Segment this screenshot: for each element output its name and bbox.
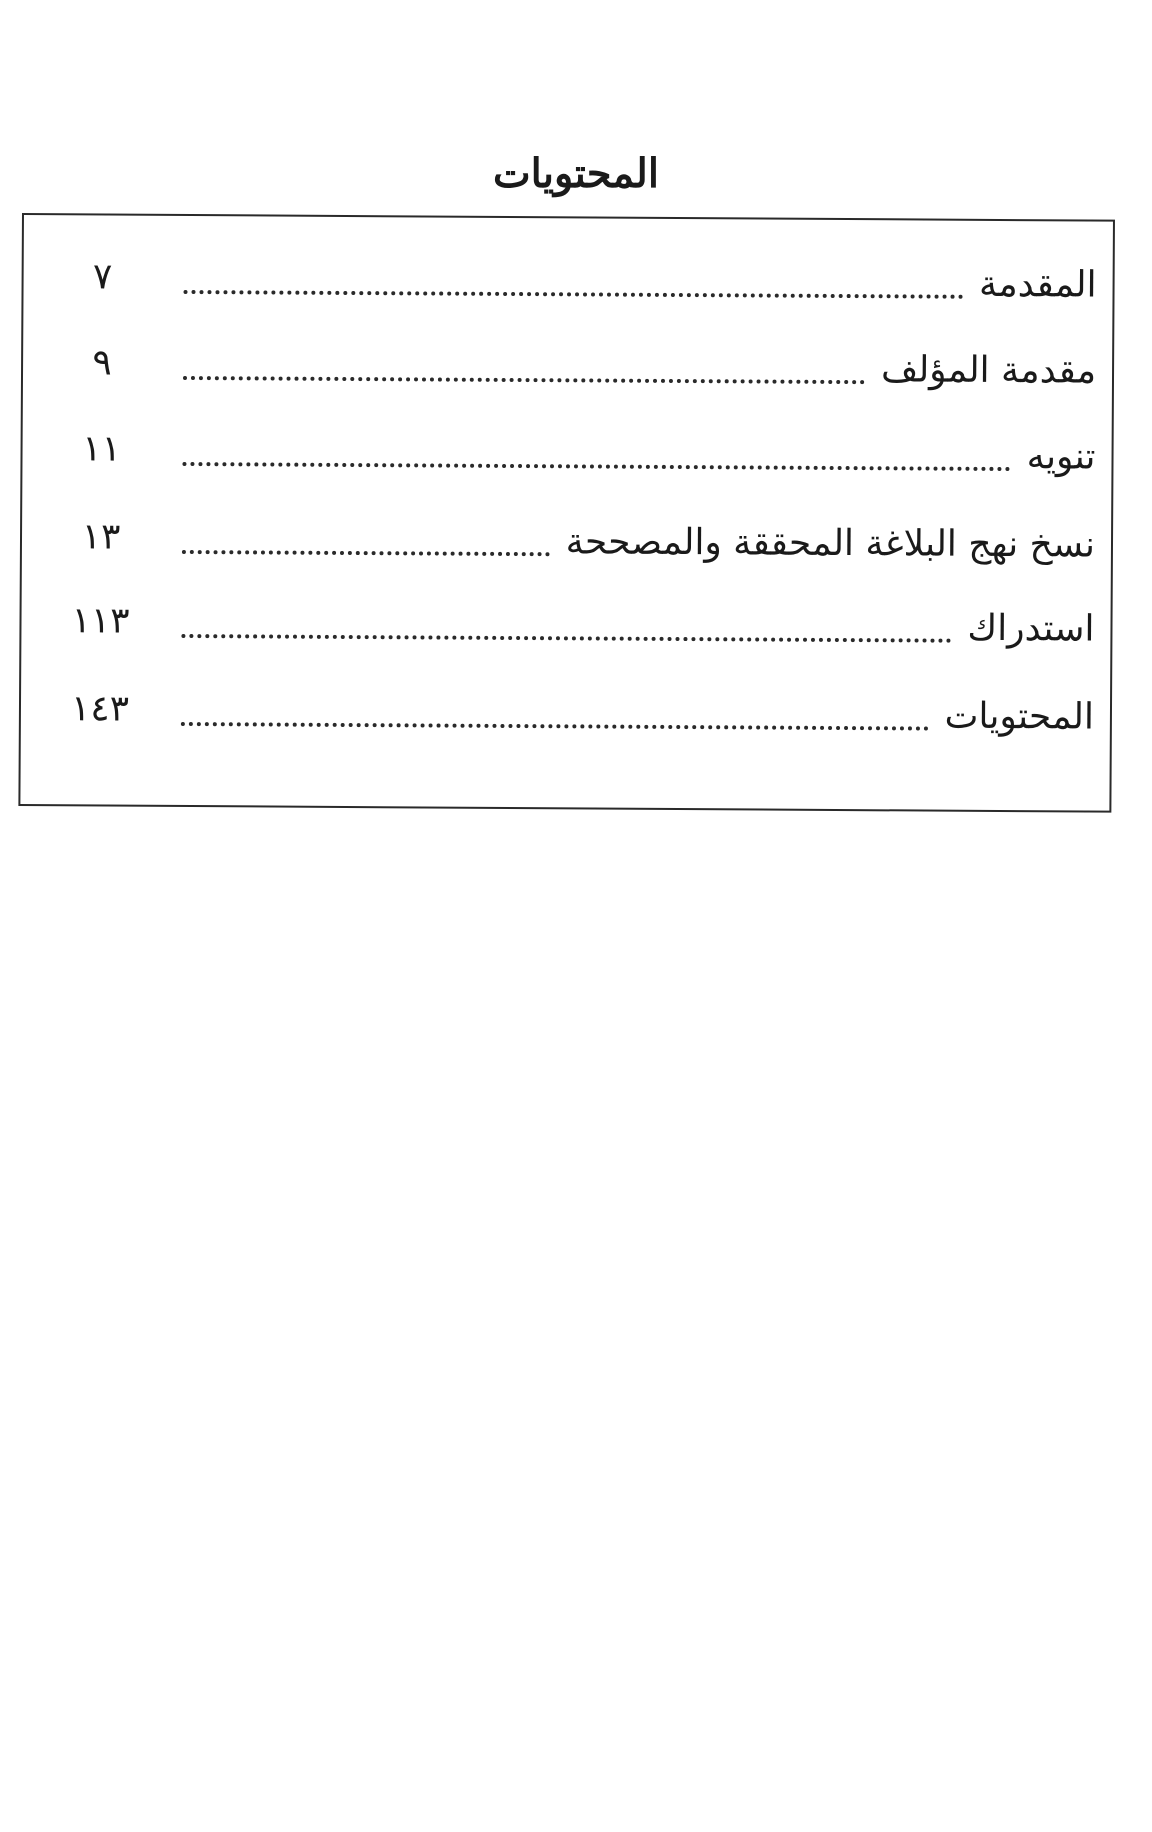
toc-entry-page: ١٣ (81, 516, 121, 558)
toc-entry-page: ١٤٣ (70, 688, 130, 730)
dot-leader (184, 290, 964, 299)
toc-entry-page: ٧ (92, 256, 113, 298)
toc-entry[interactable] (21, 581, 1110, 658)
toc-entry-page: ٩ (92, 342, 112, 384)
toc-entry[interactable] (23, 237, 1112, 314)
dot-leader (182, 462, 1010, 471)
dot-leader (183, 376, 865, 384)
page-title: المحتويات (493, 150, 659, 197)
toc-entry-page: ١١ (82, 428, 122, 470)
toc-entry[interactable] (23, 323, 1112, 400)
toc-box (18, 213, 1115, 813)
toc-entry-label: نسخ نهج البلاغة المحققة والمصححة (565, 521, 1096, 566)
toc-entry-page: ١١٣ (71, 600, 130, 642)
toc-entry[interactable] (21, 669, 1110, 746)
toc-entry[interactable] (22, 409, 1111, 486)
dot-leader (181, 722, 929, 731)
toc-entry-label: مقدمة المؤلف (880, 349, 1097, 392)
toc-entry-label: المحتويات (944, 695, 1095, 738)
dot-leader (181, 634, 951, 643)
toc-entry-label: استدراك (967, 607, 1095, 650)
toc-entry[interactable] (22, 497, 1111, 574)
toc-entry-label: المقدمة (978, 263, 1097, 306)
toc-entry-label: تنويه (1026, 436, 1096, 478)
dot-leader (182, 550, 550, 556)
